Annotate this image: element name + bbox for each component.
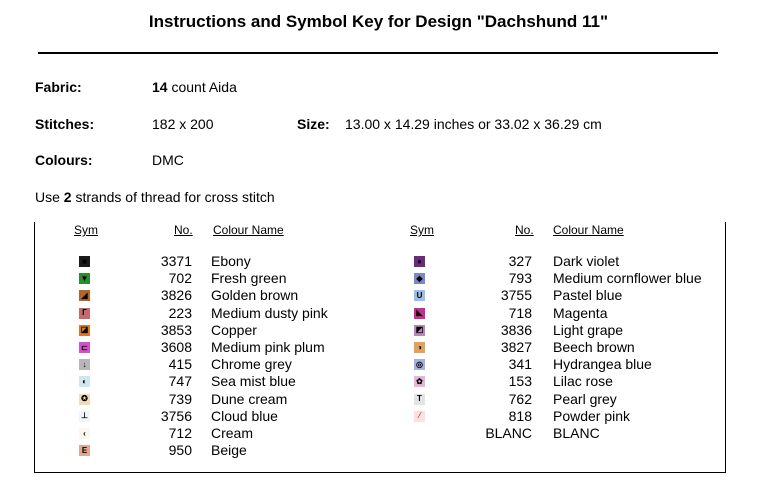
header-name-left: Colour Name <box>213 223 284 237</box>
stitch-symbol-icon: ◑ <box>414 342 425 353</box>
dmc-number: 702 <box>168 270 192 287</box>
dmc-number: 3853 <box>160 321 192 338</box>
dmc-number: 793 <box>508 270 532 287</box>
stitch-symbol-icon: ↓ <box>79 359 90 370</box>
colour-row <box>0 339 757 356</box>
header-sym-right: Sym <box>410 223 434 237</box>
fabric-value <box>152 79 237 95</box>
colour-name: Hydrangea blue <box>553 356 652 373</box>
stitch-symbol-icon: ■ <box>79 256 90 267</box>
stitches-label: Stitches: <box>35 116 95 132</box>
colour-name: Lilac rose <box>553 373 613 390</box>
dmc-number: 3371 <box>160 253 192 269</box>
stitch-symbol-icon: ◐ <box>79 376 90 387</box>
fabric-text: count Aida <box>171 79 237 95</box>
colour-name: Sea mist blue <box>211 373 296 390</box>
colour-name: Pastel blue <box>553 287 623 304</box>
size-label: Size: <box>297 116 330 132</box>
dmc-number: BLANC <box>485 425 532 441</box>
dmc-number: 3755 <box>500 287 532 304</box>
stitch-symbol-icon: ⁄ <box>414 411 425 422</box>
colour-row <box>0 442 757 459</box>
colour-name: Dune cream <box>211 390 288 407</box>
stitch-symbol-icon: ✪ <box>79 394 90 405</box>
colour-row <box>0 391 757 408</box>
strands-post: strands of thread for cross stitch <box>75 189 275 205</box>
colour-name: Medium dusty pink <box>211 304 328 321</box>
stitches-value: 182 x 200 <box>152 116 214 132</box>
dmc-number: 718 <box>508 304 532 321</box>
stitch-symbol-icon: ◢ <box>79 290 90 301</box>
dmc-number: 223 <box>168 304 192 321</box>
strands-count: 2 <box>63 189 72 205</box>
colour-name: Pearl grey <box>553 390 617 407</box>
colour-row <box>0 408 757 425</box>
stitch-symbol-icon: ⊥ <box>79 411 90 422</box>
colour-row <box>0 270 757 287</box>
fabric-count: 14 <box>152 79 168 95</box>
strands-instruction <box>35 189 275 205</box>
dmc-number: 762 <box>508 390 532 407</box>
dmc-number: 3756 <box>160 407 192 424</box>
stitch-symbol-icon: ▼ <box>80 273 89 283</box>
dmc-number: 415 <box>168 356 192 373</box>
dmc-number: 341 <box>508 356 532 373</box>
dmc-number: 747 <box>168 373 192 390</box>
colour-name: Powder pink <box>553 407 631 424</box>
stitch-symbol-icon: ‹ <box>79 428 90 439</box>
title-underline-divider <box>38 52 718 54</box>
stitch-symbol-icon: ◩ <box>415 325 424 335</box>
colour-row <box>0 356 757 373</box>
dmc-number: 950 <box>168 442 192 459</box>
dmc-number: 3836 <box>500 321 532 338</box>
stitch-symbol-icon: ● <box>414 256 425 267</box>
page-title: Instructions and Symbol Key for Design "Dachshund 11" <box>148 12 609 31</box>
colour-name: Golden brown <box>211 287 299 304</box>
header-name-right: Colour Name <box>553 223 624 237</box>
colour-name: Magenta <box>553 304 608 321</box>
colour-name: Medium cornflower blue <box>553 270 702 287</box>
header-no-right: No. <box>515 223 534 237</box>
header-sym-left: Sym <box>74 223 98 237</box>
colours-label: Colours: <box>35 152 93 168</box>
colour-name: Light grape <box>553 321 624 338</box>
stitch-symbol-icon: T <box>414 394 425 405</box>
colour-name: BLANC <box>553 425 600 441</box>
stitch-symbol-icon: ◪ <box>80 325 89 335</box>
colour-row <box>0 305 757 322</box>
colour-name: Beech brown <box>553 339 635 355</box>
colour-row <box>0 287 757 304</box>
dmc-number: 818 <box>508 407 532 424</box>
colour-name: Cream <box>211 425 254 441</box>
dmc-number: 327 <box>508 253 532 269</box>
stitch-symbol-icon: ◆ <box>414 273 425 284</box>
colour-name: Copper <box>211 321 257 338</box>
colour-name: Cloud blue <box>211 407 278 424</box>
stitch-symbol-icon: ✿ <box>414 376 425 387</box>
colour-row <box>0 322 757 339</box>
colour-name: Fresh green <box>211 270 287 287</box>
dmc-number: 3826 <box>160 287 192 304</box>
size-value: 13.00 x 14.29 inches or 33.02 x 36.29 cm <box>345 116 602 132</box>
stitch-symbol-icon: E <box>79 445 90 456</box>
stitch-symbol-icon: ⊏ <box>79 342 90 353</box>
colour-name: Beige <box>211 442 247 459</box>
colour-name: Medium pink plum <box>211 339 325 355</box>
strands-pre: Use <box>35 189 60 205</box>
colour-name: Dark violet <box>553 253 620 269</box>
stitch-symbol-icon: Γ <box>79 308 90 319</box>
colour-name: Ebony <box>211 253 251 269</box>
stitch-symbol-icon: U <box>414 290 425 301</box>
colour-name: Chrome grey <box>211 356 292 373</box>
colour-row <box>0 373 757 390</box>
header-no-left: No. <box>174 223 193 237</box>
dmc-number: 712 <box>168 425 192 441</box>
dmc-number: 739 <box>168 390 192 407</box>
stitch-symbol-icon: ◣ <box>414 308 425 319</box>
dmc-number: 3827 <box>500 339 532 355</box>
colour-row <box>0 253 757 270</box>
dmc-number: 3608 <box>160 339 192 355</box>
colour-row <box>0 425 757 442</box>
stitch-symbol-icon: ◎ <box>414 359 425 370</box>
colours-value: DMC <box>152 152 184 168</box>
fabric-label: Fabric: <box>35 79 82 95</box>
dmc-number: 153 <box>508 373 532 390</box>
